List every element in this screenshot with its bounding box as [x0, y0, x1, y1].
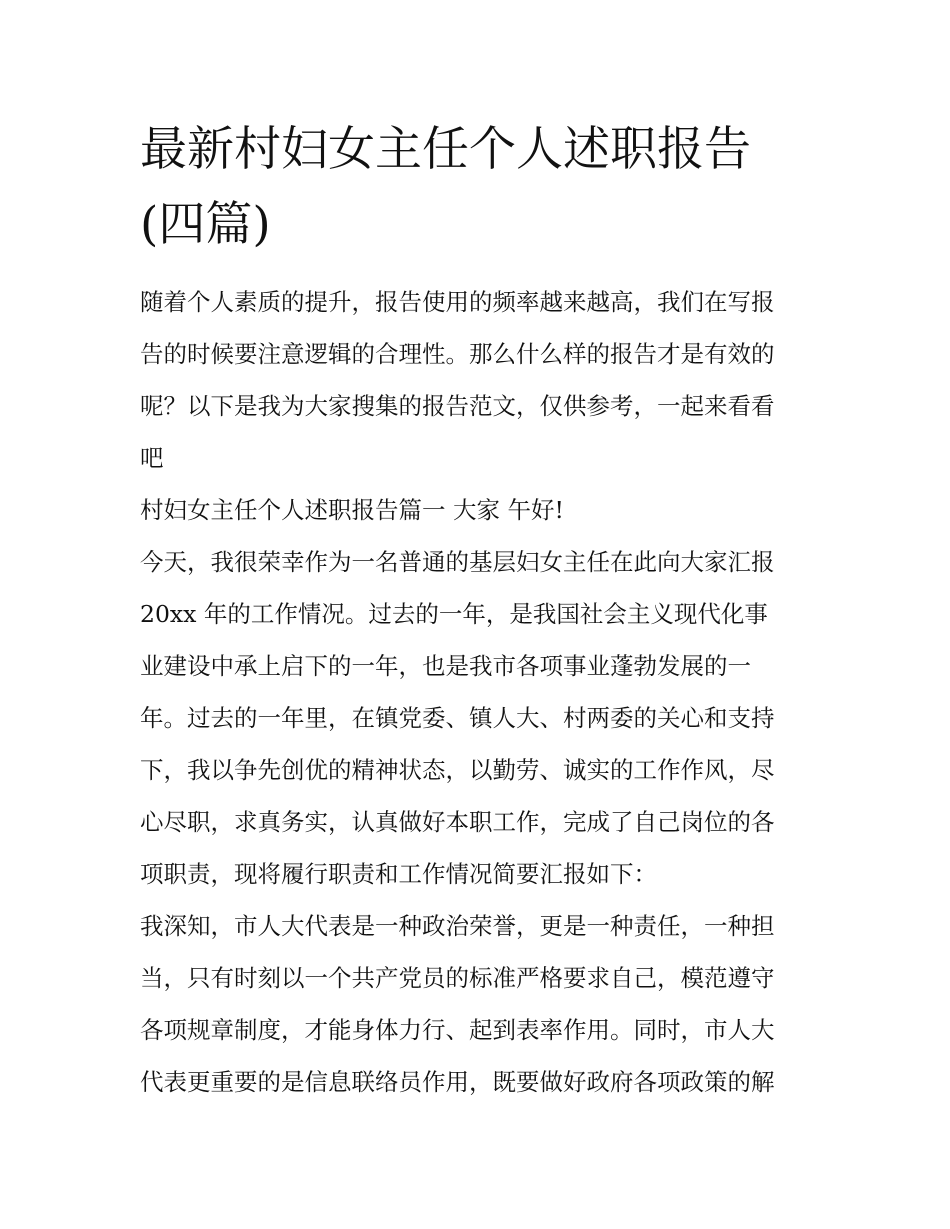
body-line: 吧	[140, 444, 164, 472]
body-line: 当，只有时刻以一个共产党员的标准严格要求自己，模范遵守	[140, 964, 775, 992]
body-line: 各项规章制度，才能身体力行、起到表率作用。同时，市人大	[140, 1016, 775, 1044]
title-line: (四篇)	[140, 197, 271, 252]
body-line: 我深知，市人大代表是一种政治荣誉，更是一种责任，一种担	[140, 912, 775, 940]
body-line: 年。过去的一年里，在镇党委、镇人大、村两委的关心和支持	[140, 704, 775, 732]
document-body	[140, 276, 820, 1108]
title-line: 最新村妇女主任个人述职报告	[140, 122, 751, 177]
body-line: 心尽职，求真务实，认真做好本职工作，完成了自己岗位的各	[140, 808, 775, 836]
body-line: 项职责，现将履行职责和工作情况简要汇报如下：	[140, 860, 657, 888]
body-line: 业建设中承上启下的一年，也是我市各项事业蓬勃发展的一	[140, 652, 751, 680]
body-line: 随着个人素质的提升，报告使用的频率越来越高，我们在写报	[140, 288, 775, 316]
body-line: 呢？以下是我为大家搜集的报告范文，仅供参考，一起来看看	[140, 392, 775, 420]
body-line: 代表更重要的是信息联络员作用，既要做好政府各项政策的解	[140, 1068, 775, 1096]
body-line: 告的时候要注意逻辑的合理性。那么什么样的报告才是有效的	[140, 340, 775, 368]
body-line: 20xx 年的工作情况。过去的一年，是我国社会主义现代化事	[140, 600, 768, 628]
section-heading-line: 村妇女主任个人述职报告篇一 大家 午好!	[140, 496, 564, 524]
document-title	[140, 112, 820, 262]
body-line: 今天，我很荣幸作为一名普通的基层妇女主任在此向大家汇报	[140, 548, 775, 576]
body-line: 下，我以争先创优的精神状态，以勤劳、诚实的工作作风，尽	[140, 756, 775, 784]
